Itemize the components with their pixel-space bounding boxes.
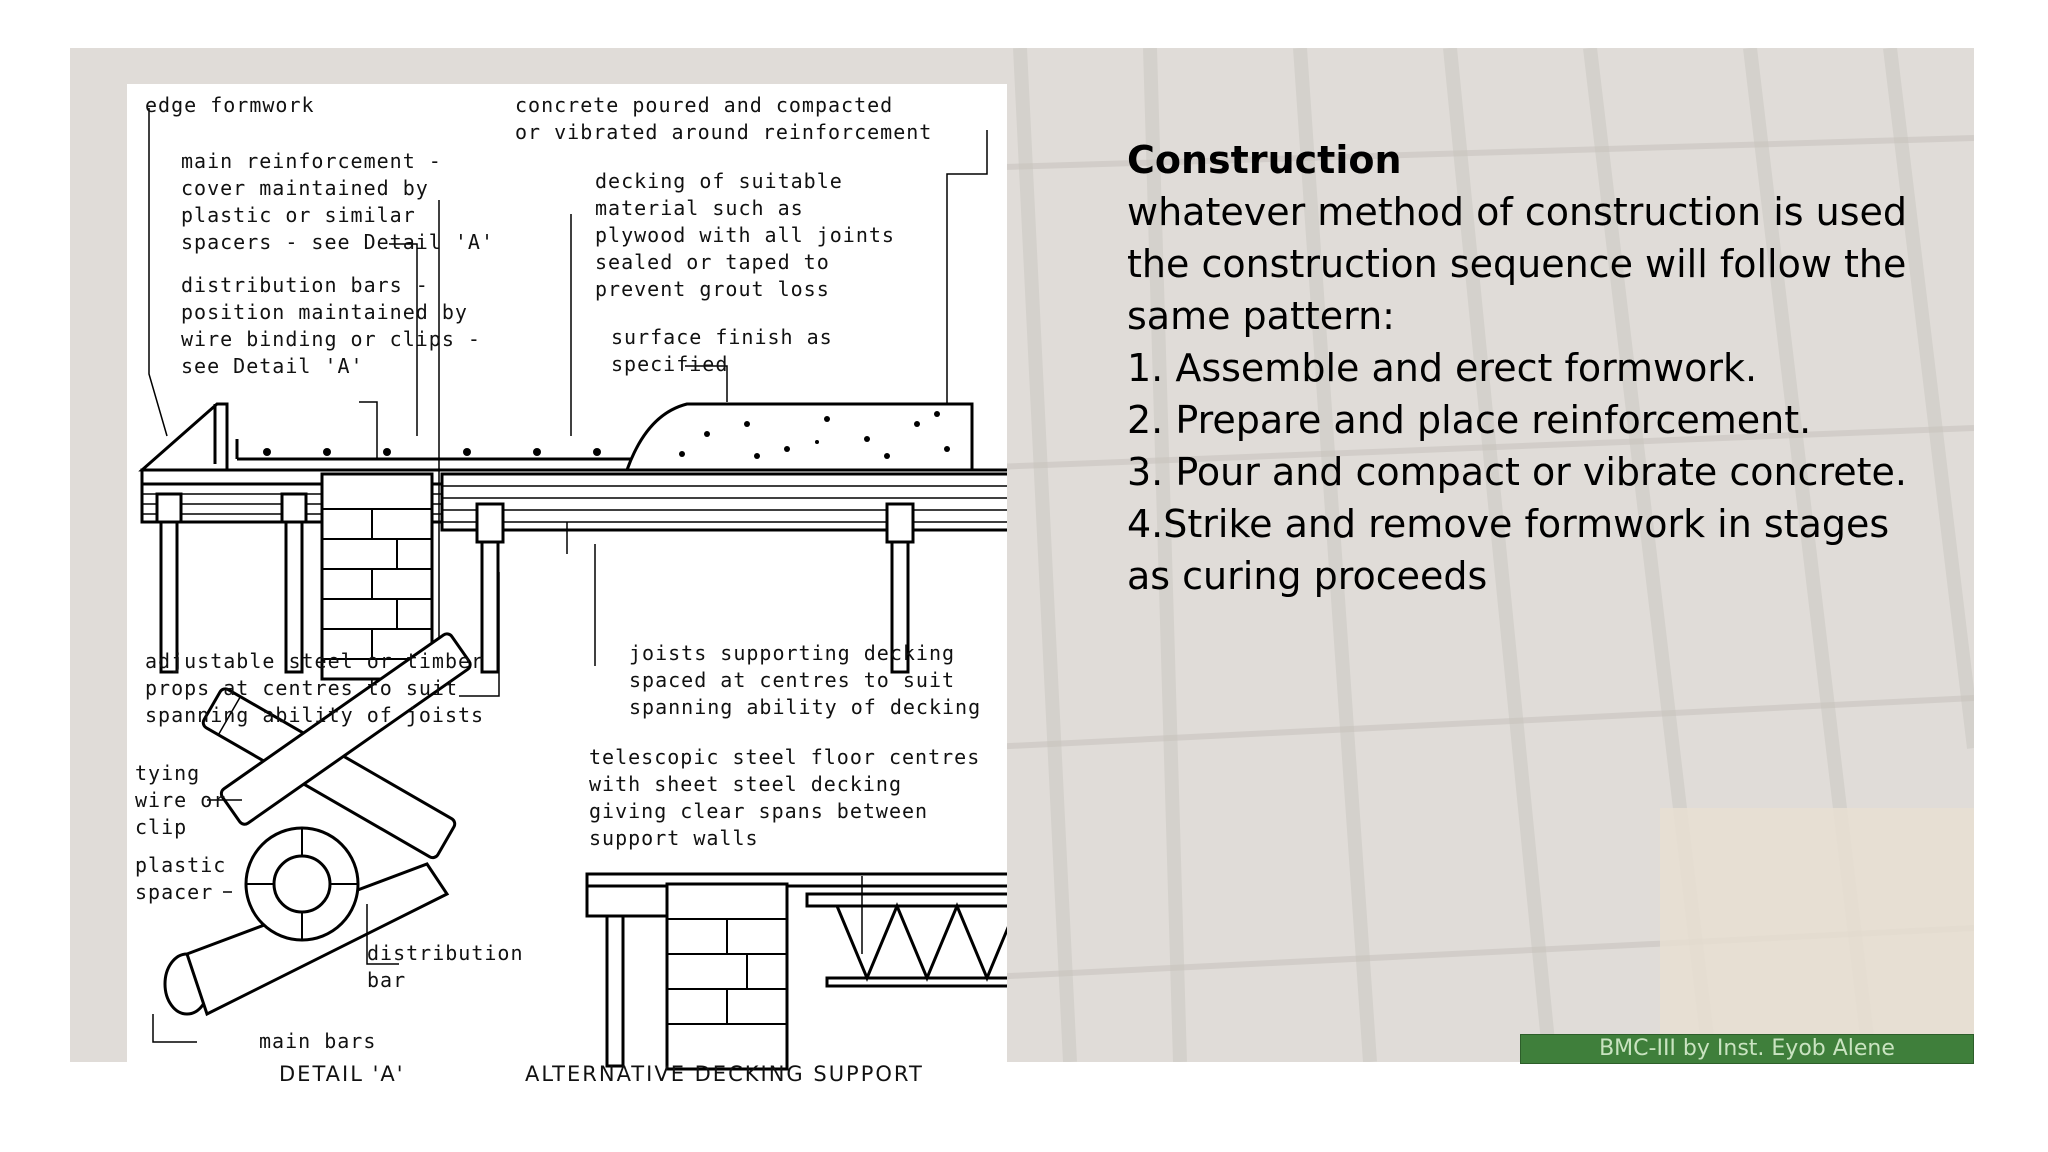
label-distribution-bars: distribution bars - position maintained by wire binding or clips - see Detail 'A' xyxy=(181,273,481,378)
label-main-bars: main bars xyxy=(259,1029,377,1053)
label-edge-formwork: edge formwork xyxy=(145,93,315,117)
body-line: whatever method of construction is used xyxy=(1127,190,1908,234)
body-line: as curing proceeds xyxy=(1127,554,1488,598)
label-telescopic: telescopic steel floor centres with sheet steel decking giving clear spans between support walls xyxy=(589,745,981,850)
label-distribution-bar: distribution bar xyxy=(367,941,524,992)
label-surface-finish: surface finish as specified xyxy=(611,325,833,376)
body-line: same pattern: xyxy=(1127,294,1395,338)
alternative-support-drawing xyxy=(587,874,1007,1069)
slide-text xyxy=(1127,134,1967,602)
label-decking: decking of suitable material such as plywood with all joints sealed or taped to prevent grout loss xyxy=(595,169,895,301)
step-3: 3. Pour and compact or vibrate concrete. xyxy=(1127,450,1907,494)
footer-credit-badge: BMC-III by Inst. Eyob Alene xyxy=(1520,1034,1974,1064)
label-joists: joists supporting decking spaced at centres to suit spanning ability of decking xyxy=(629,641,982,719)
step-2: 2. Prepare and place reinforcement. xyxy=(1127,398,1812,442)
label-plastic-spacer: plastic spacer xyxy=(135,853,227,904)
formwork-diagram xyxy=(127,84,1007,1084)
slide-heading: Construction xyxy=(1127,138,1402,182)
slab-section xyxy=(142,404,1007,679)
label-tying-wire: tying wire or clip xyxy=(135,761,227,839)
label-main-reinforcement: main reinforcement - cover maintained by plastic or similar spacers - see Detail 'A' xyxy=(181,149,494,254)
caption-detail-a: DETAIL 'A' xyxy=(279,1062,405,1086)
step-4: 4.Strike and remove formwork in stages xyxy=(1127,502,1890,546)
label-props: adjustable steel or timber props at centres to suit spanning ability of joists xyxy=(145,649,485,727)
body-line: the construction sequence will follow the xyxy=(1127,242,1907,286)
caption-alternative-decking-support: ALTERNATIVE DECKING SUPPORT xyxy=(525,1062,924,1086)
label-concrete-poured: concrete poured and compacted or vibrated around reinforcement xyxy=(515,93,933,144)
step-1: 1. Assemble and erect formwork. xyxy=(1127,346,1758,390)
